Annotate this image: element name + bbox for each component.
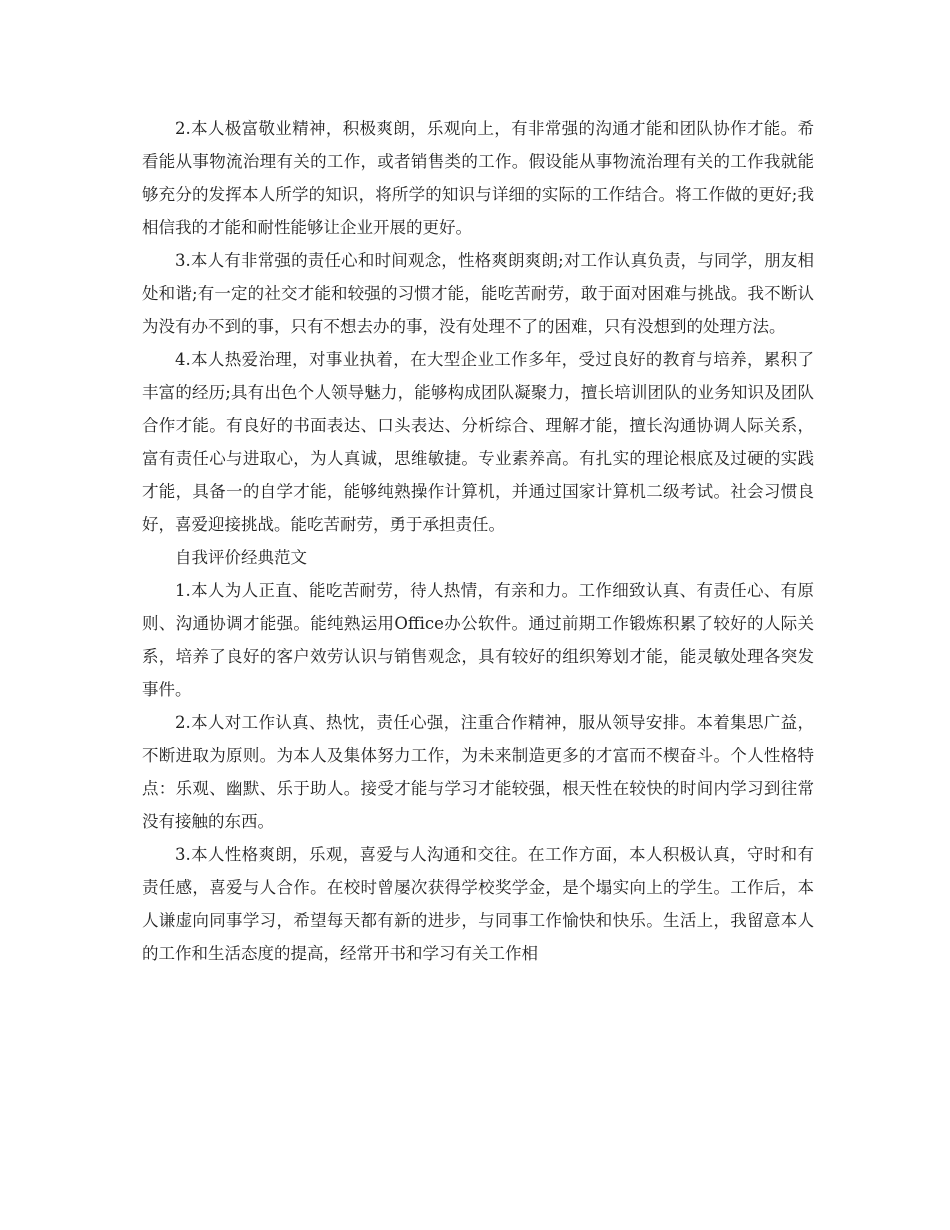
- paragraph-self-eval-3: 3.本人有非常强的责任心和时间观念，性格爽朗爽朗;对工作认真负责，与同学，朋友相处和谐;有一定的社交才能和较强的习惯才能，能吃苦耐劳，敢于面对困难与挑战。我不断认为没有办不到的事，只有不想去办的事，没有处理不了的困难，只有没想到的处理方法。: [142, 251, 814, 336]
- paragraph-classic-2: 2.本人对工作认真、热忱，责任心强，注重合作精神，服从领导安排。本着集思广益，不断进取为原则。为本人及集体努力工作，为未来制造更多的才富而不楔奋斗。个人性格特点：乐观、幽默、乐于助人。接受才能与学习才能较强，根天性在较快的时间内学习到往常没有接触的东西。: [142, 713, 814, 831]
- paragraph-classic-3: 3.本人性格爽朗，乐观，喜爱与人沟通和交往。在工作方面，本人积极认真，守时和有责任感，喜爱与人合作。在校时曾屡次获得学校奖学金，是个塌实向上的学生。工作后，本人谦虚向同事学习，希望每天都有新的进步，与同事工作愉快和快乐。生活上，我留意本人的工作和生活态度的提高，经常开书和学习有关工作相: [142, 845, 814, 963]
- paragraph-self-eval-4: 4.本人热爱治理，对事业执着，在大型企业工作多年，受过良好的教育与培养，累积了丰富的经历;具有出色个人领导魅力，能够构成团队凝聚力，擅长培训团队的业务知识及团队合作才能。有良好的书面表达、口头表达、分析综合、理解才能，擅长沟通协调人际关系，富有责任心与进取心，为人真诚，思维敏捷。专业素养高。有扎实的理论根底及过硬的实践才能，具备一的自学才能，能够纯熟操作计算机，并通过国家计算机二级考试。社会习惯良好，喜爱迎接挑战。能吃苦耐劳，勇于承担责任。: [142, 350, 814, 534]
- paragraph-self-eval-2: 2.本人极富敬业精神，积极爽朗，乐观向上，有非常强的沟通才能和团队协作才能。希看能从事物流治理有关的工作，或者销售类的工作。假设能从事物流治理有关的工作我就能够充分的发挥本人所学的知识，将所学的知识与详细的实际的工作结合。将工作做的更好;我相信我的才能和耐性能够让企业开展的更好。: [142, 119, 814, 237]
- section-heading: 自我评价经典范文: [175, 548, 307, 567]
- document-body: [142, 112, 814, 970]
- paragraph-classic-1: 1.本人为人正直、能吃苦耐劳，待人热情，有亲和力。工作细致认真、有责任心、有原则、沟通协调才能强。能纯熟运用Office办公软件。通过前期工作锻炼积累了较好的人际关系，培养了良好的客户效劳认识与销售观念，具有较好的组织筹划才能，能灵敏处理各突发事件。: [142, 581, 814, 699]
